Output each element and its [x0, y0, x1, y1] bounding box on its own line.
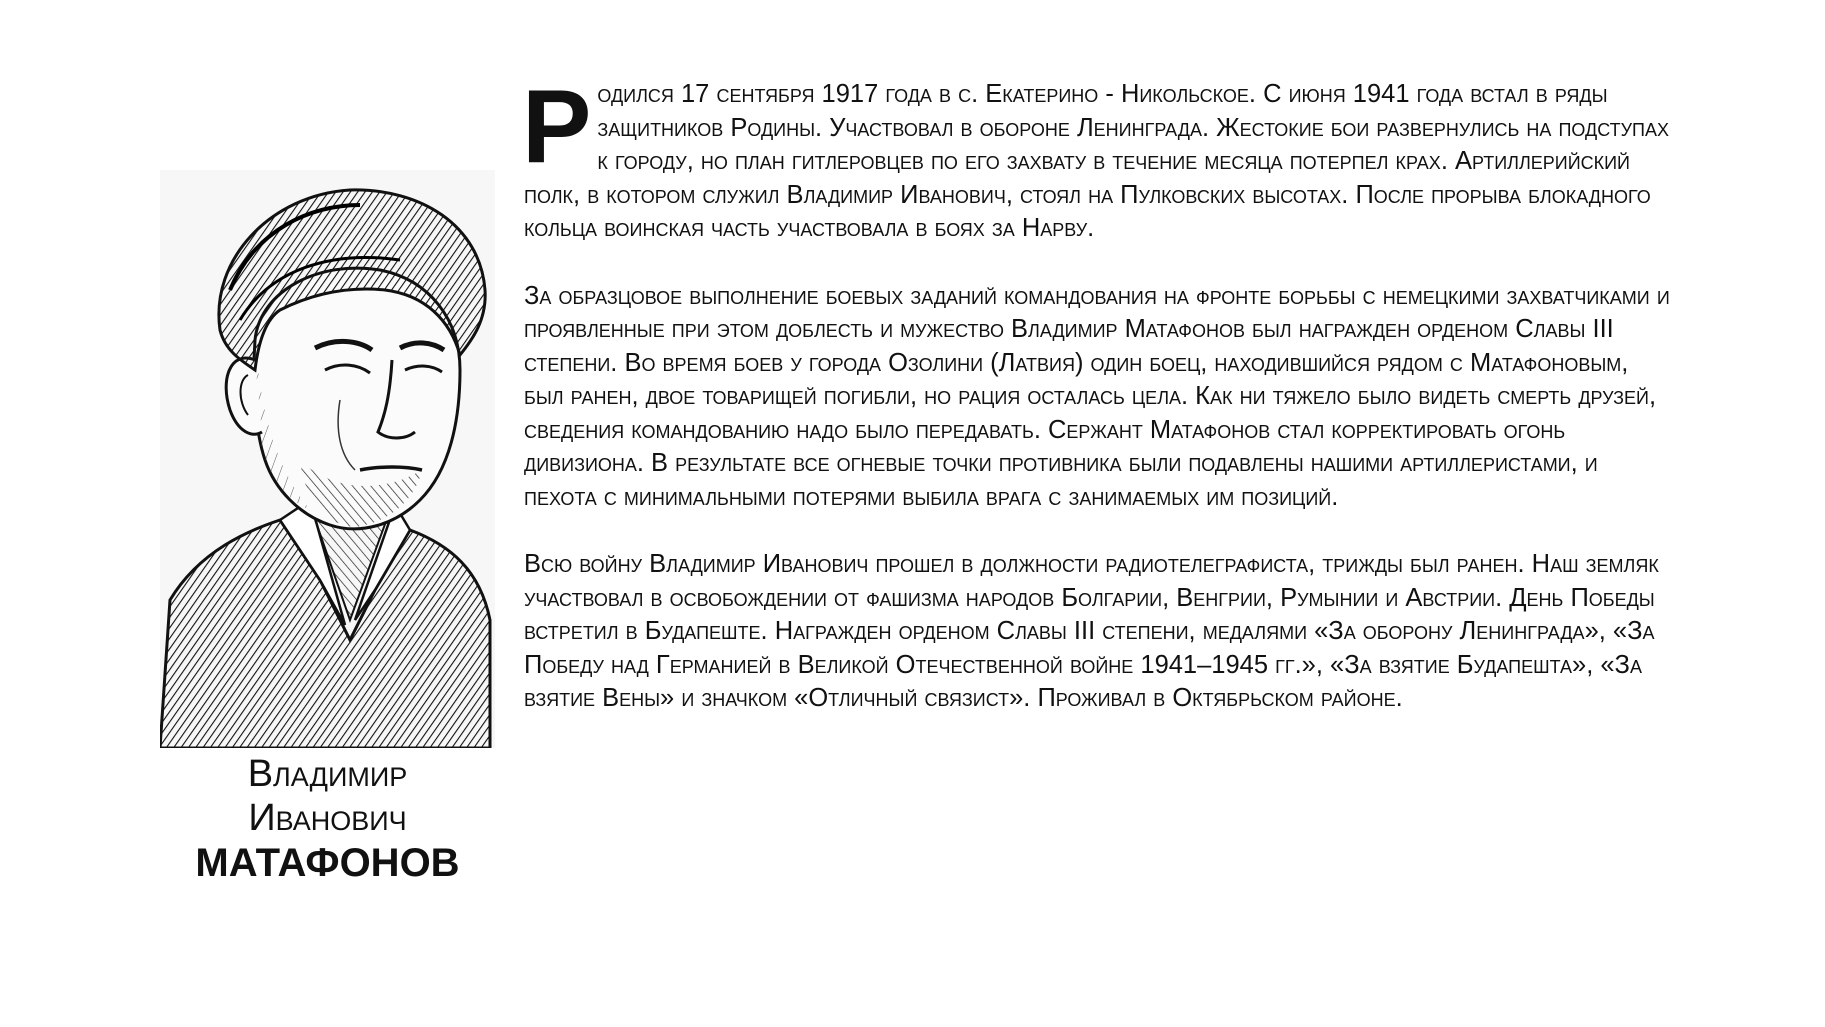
bio-paragraph-1-text: одился 17 сентября 1917 года в с. Екатерино - Никольское. С июня 1941 года встал в ряды защитников Родины. Участвовал в обороне Ленинграда. Жестокие бои развернулись на подступах к городу, но план гитлеровцев по его захвату в течение месяца потерпел крах. Артиллерийский полк, в котором служил Владимир Иванович, стоял на Пулковских высотах. После прорыва блокадного кольца воинская часть участвовала в боях за Нарву. — [524, 80, 1670, 242]
drop-cap: Р — [522, 69, 592, 185]
bio-paragraph-2: За образцовое выполнение боевых заданий командования на фронте борьбы с немецкими захватчиками и проявленные при этом доблесть и мужество Владимир Матафонов был награжден орденом Славы III степени. Во время боев у города Озолини (Латвия) один боец, находившийся рядом с Матафоновым, был ранен, двое товарищей погибли, но рация осталась цела. Как ни тяжело было видеть смерть друзей, сведения командованию надо было передавать. Сержант Матафонов стал корректировать огонь дивизиона. В результате все огневые точки противника были подавлены нашими артиллеристами, и пехота с минимальными потерями выбила врага с занимаемых им позиций. — [524, 281, 1670, 511]
bio-paragraph-3: Всю войну Владимир Иванович прошел в должности радиотелеграфиста, трижды был ранен. Наш земляк участвовал в освобождении от фашизма народов Болгарии, Венгрии, Румынии и Австрии. День Победы встретил в Будапеште. Награжден орденом Славы III степени, медалями «За оборону Ленинграда», «За Победу над Германией в Великой Отечественной войне 1941–1945 гг.», «За взятие Будапешта», «За взятие Вены» и значком «Отличный связист». Проживал в Октябрьском районе. — [524, 550, 1659, 712]
first-name: Владимир — [247, 753, 408, 795]
portrait-image — [160, 170, 495, 748]
person-name — [160, 752, 495, 886]
patronymic: Иванович — [248, 797, 407, 839]
biography — [522, 69, 1674, 750]
portrait-sketch-icon — [160, 170, 495, 748]
bio-paragraph-1 — [522, 69, 1674, 246]
surname: МАТАФОНОВ — [195, 841, 460, 885]
